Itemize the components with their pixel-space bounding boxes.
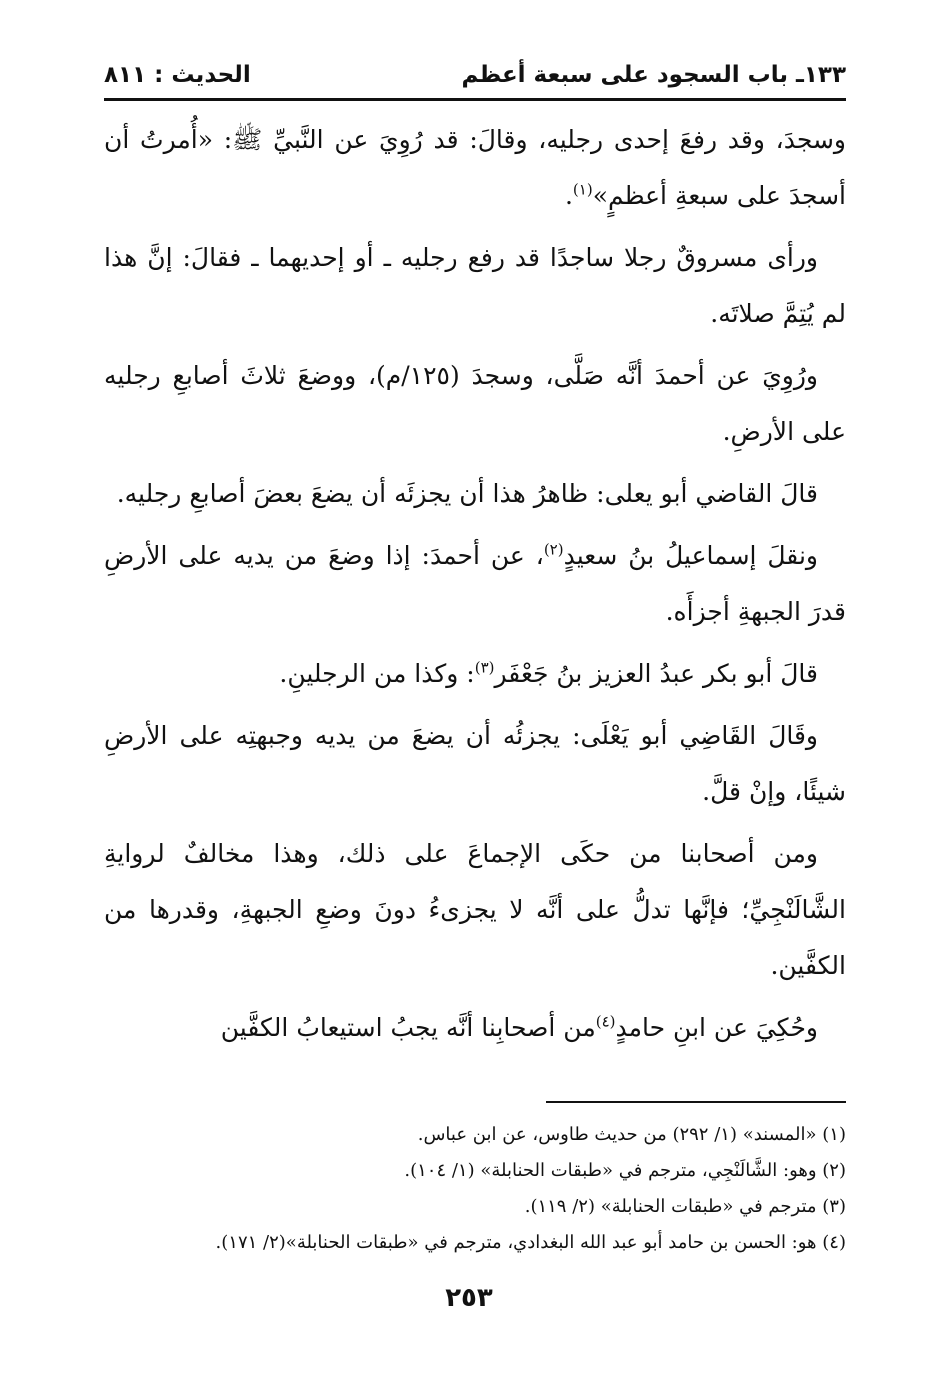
footnote-1: (١) «المسند» (١/ ٢٩٢) من حديث طاوس، عن ابن عباس.	[417, 1124, 846, 1145]
footnote-4: (٤) هو: الحسن بن حامد أبو عبد الله البغدادي، مترجم في «طبقات الحنابلة»(٢/ ١٧١).	[215, 1232, 846, 1253]
paragraph-5	[104, 528, 846, 640]
footnote-ref-2: (٢)	[543, 540, 564, 559]
running-header	[104, 58, 846, 98]
paragraph-text-end: : وكذا من الرجلينِ.	[279, 659, 475, 688]
paragraph-3: ورُوِيَ عن أحمدَ أنَّه صَلَّى، وسجدَ (١٢٥/م)، ووضعَ ثلاثَ أصابعِ رجليه على الأرضِ.	[104, 361, 846, 446]
paragraph-1	[104, 112, 846, 224]
paragraph-2: ورأى مسروقٌ رجلا ساجدًا قد رفع رجليه ـ أو إحديهما ـ فقالَ: إنَّ هذا لم يُتِمَّ صلاتَه.	[104, 243, 846, 328]
footnote-ref-1: (١)	[572, 180, 593, 199]
footnote-ref-4: (٤)	[595, 1012, 616, 1031]
paragraph-4: قالَ القاضي أبو يعلى: ظاهرُ هذا أن يجزئَه أن يضعَ بعضَ أصابعِ رجليه.	[116, 479, 818, 508]
footnote-ref-3: (٣)	[474, 658, 495, 677]
paragraph-7: وقَالَ القَاضِي أبو يَعْلَى: يجزئُه أن يضعَ من يديه وجبهتِه على الأرضِ شيئًا، وإنْ قلَّ.	[104, 721, 846, 806]
paragraph-text-end: من أصحابِنا أنَّه يجبُ استيعابُ الكفَّين	[220, 1013, 596, 1042]
footnote-2: (٢) وهو: الشَّالَنْجِي، مترجم في «طبقات الحنابلة» (١/ ١٠٤).	[404, 1160, 846, 1181]
paragraph-text: وحُكِيَ عن ابنِ حامدٍ	[615, 1013, 818, 1042]
hadith-number: الحديث : ٨١١	[104, 62, 251, 88]
paragraph-6	[104, 646, 846, 702]
footnote-divider	[546, 1101, 846, 1103]
paragraph-text-end: ، عن أحمدَ: إذا وضعَ من يديه على الأرضِ قدرَ الجبهةِ أجزأَه.	[104, 541, 846, 626]
paragraph-9	[104, 1000, 846, 1056]
chapter-title: ١٣٣ـ باب السجود على سبعة أعظم	[461, 62, 846, 88]
paragraph-8: ومن أصحابنا من حكَى الإجماعَ على ذلك، وهذا مخالفٌ لروايةِ الشَّالَنْجِيِّ؛ فإنَّها تدلُّ على أنَّه لا يجزىءُ دونَ وضعِ الجبهةِ، وقدرها من الكفَّين.	[104, 839, 846, 980]
paragraph-text: قالَ أبو بكر عبدُ العزيز بنُ جَعْفَر	[494, 659, 818, 688]
footnote-3: (٣) مترجم في «طبقات الحنابلة» (٢/ ١١٩).	[524, 1196, 846, 1217]
main-text	[104, 112, 846, 1062]
paragraph-text: وسجدَ، وقد رفعَ إحدى رجليه، وقالَ: قد رُوِيَ عن النَّبيِّ ﷺ: «أُمرتُ أن أسجدَ على سبعةِ أعظمٍ»	[104, 125, 846, 210]
footnotes	[104, 1117, 846, 1261]
paragraph-text: ونقلَ إسماعيلُ بنُ سعيدٍ	[563, 541, 818, 570]
header-divider	[104, 98, 846, 101]
page-number: ٢٥٣	[445, 1283, 493, 1313]
paragraph-text-end: .	[564, 181, 573, 210]
